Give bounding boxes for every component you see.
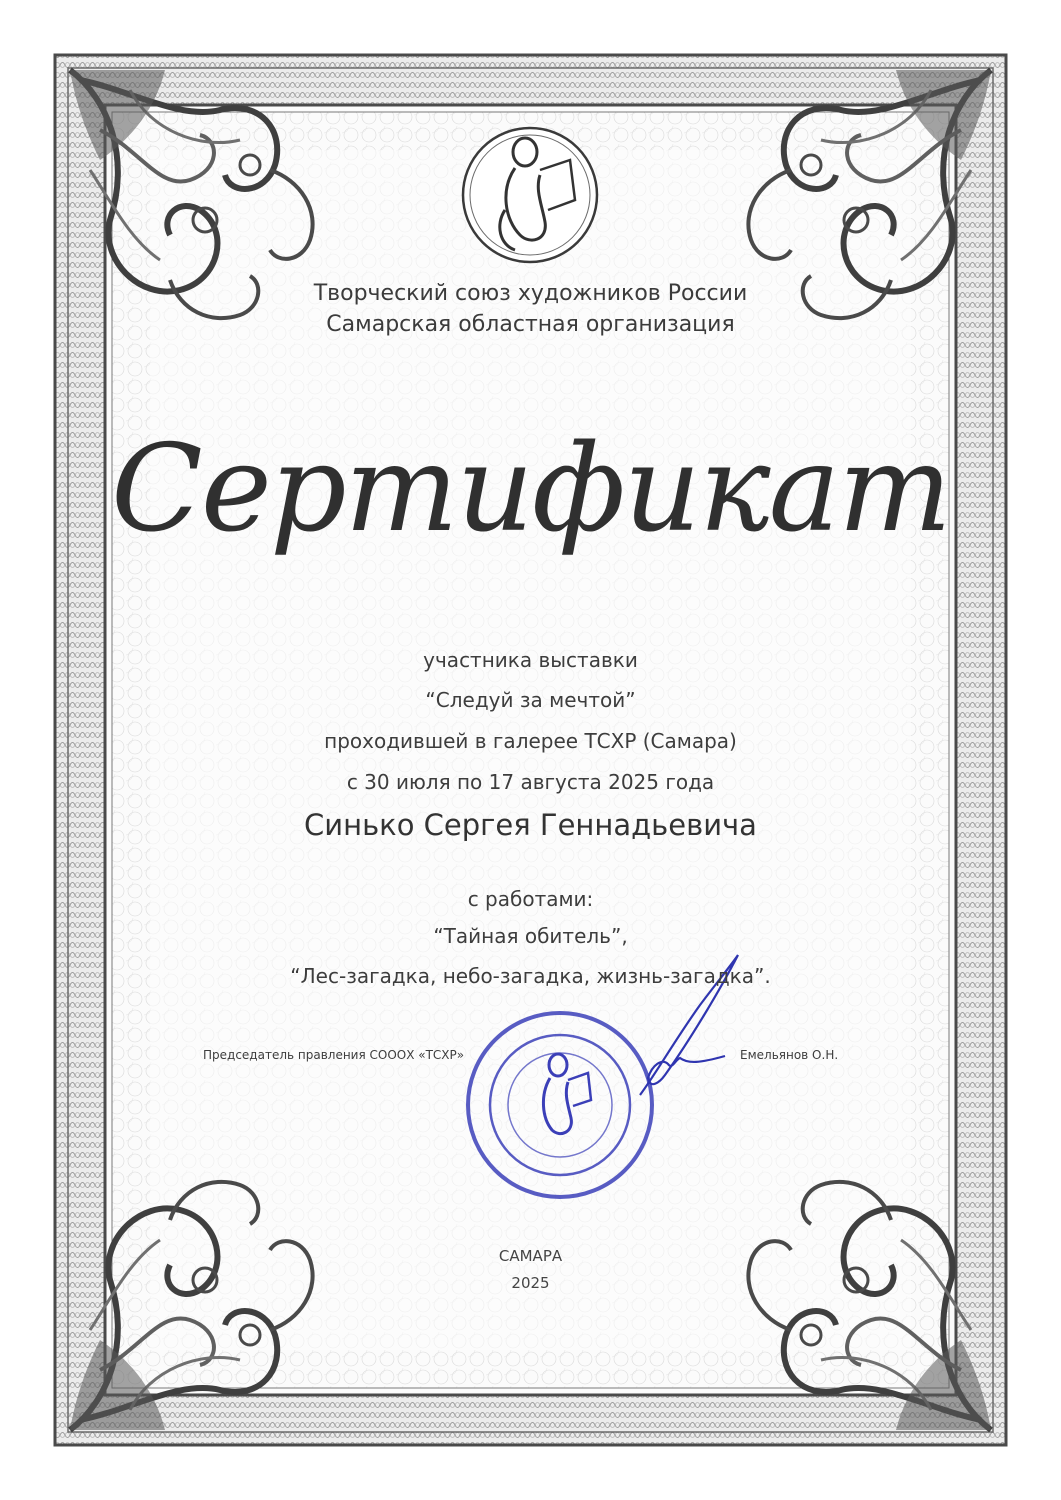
participant-line: участника выставки	[423, 648, 638, 672]
gallery-line: проходившей в галерее ТСХР (Самара)	[324, 729, 737, 753]
certificate-title: Сертификат	[111, 420, 950, 559]
recipient-name: Синько Сергея Геннадьевича	[304, 808, 757, 842]
org-line-2: Самарская областная организация	[326, 312, 735, 337]
emblem	[463, 128, 597, 262]
works-intro: с работами:	[467, 887, 594, 911]
signer-name: Емельянов О.Н.	[740, 1048, 839, 1062]
chairman-position: Председатель правления СОООХ «ТСХР»	[203, 1048, 465, 1062]
work-title-2: “Лес-загадка, небо-загадка, жизнь-загадка”.	[290, 964, 771, 988]
footer-year: 2025	[511, 1274, 550, 1292]
dates-line: с 30 июля по 17 августа 2025 года	[346, 770, 715, 794]
footer-city: САМАРА	[498, 1247, 563, 1265]
work-title-1: “Тайная обитель”,	[433, 924, 628, 948]
org-line-1: Творческий союз художников России	[313, 281, 748, 306]
exhibition-name: “Следуй за мечтой”	[425, 688, 636, 712]
